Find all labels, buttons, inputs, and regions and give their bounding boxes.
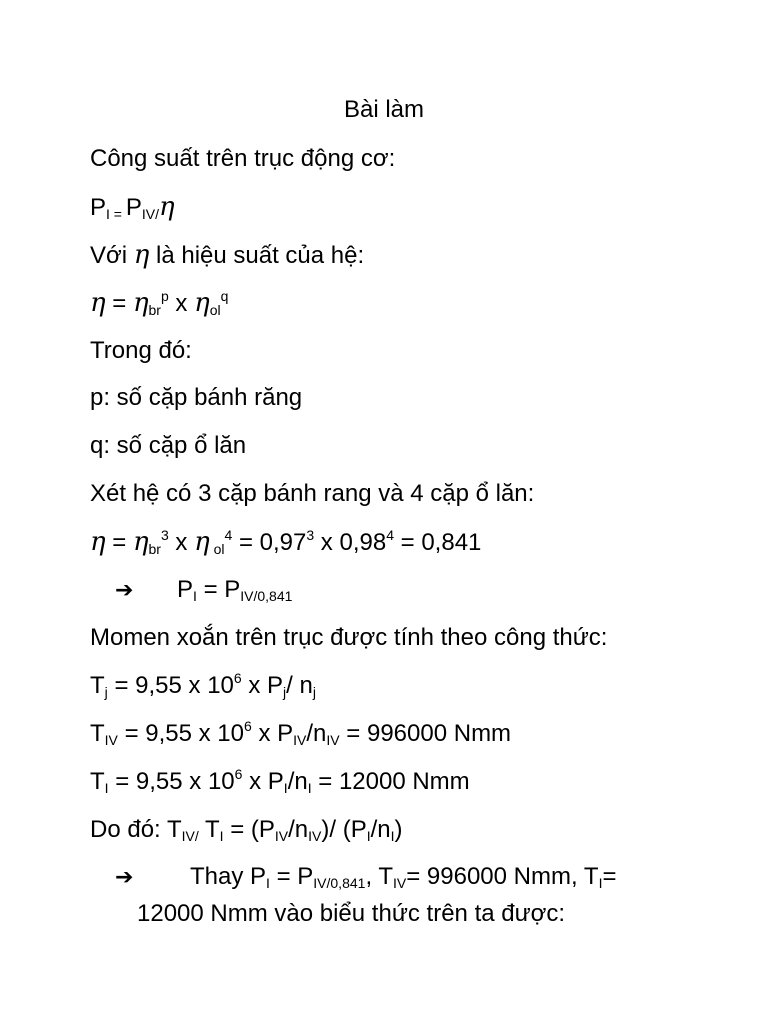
text-line: Xét hệ có 3 cặp bánh rang và 4 cặp ổ lăn: [90,480,535,507]
formula-line: Do đó: $T_{IV/}$ $T_I = (P_{IV}/n_{IV})/$ $(P_I/n_I)$ [90,816,403,844]
formula-line: $P_{I =}$ $P_{IV/}\eta$ [90,192,175,222]
text-line: q: số cặp ổ lăn [90,432,247,459]
page-title: Bài làm [343,96,425,123]
result-line: ➔ Thay $P_I = P_{IV/0,841}$, $T_{IV}= 996000$ Nmm, $T_I=$ [115,863,617,891]
text-line: p: số cặp bánh răng [90,384,303,411]
text-line: Trong đó: [90,337,192,364]
formula-line: $T_j = 9,55$ x $10^6$ x $P_j/$ $n_j$ [90,670,316,700]
text-line: Với η là hiệu suất của hệ: [90,240,365,270]
formula-line: $T_I = 9,55$ x $10^6$ x $P_I/n_I = 12000$ Nmm [90,766,470,796]
text-line: Momen xoắn trên trục được tính theo công thức: [90,624,608,651]
right-arrow-icon: ➔ [115,865,134,890]
formula-line: $T_{IV} = 9,55$ x $10^6$ x $P_{IV}/n_{IV} = 996000$ Nmm [90,718,512,748]
formula-line: $\eta = \eta_{br}^p$ x $\eta_{ol}^q$ [90,288,229,318]
result-line: ➔ $P_I = P_{IV/0,841}$ [115,576,293,604]
text-line: 12000 Nmm vào biểu thức trên ta được: [137,900,566,927]
formula-line: $\eta = \eta_{br}^3$ x η $_{ol}^4 = 0,97^3$ x $0,98^4 = 0,841$ [90,527,482,557]
text-line: Công suất trên trục động cơ: [90,145,396,172]
right-arrow-icon: ➔ [115,578,134,603]
